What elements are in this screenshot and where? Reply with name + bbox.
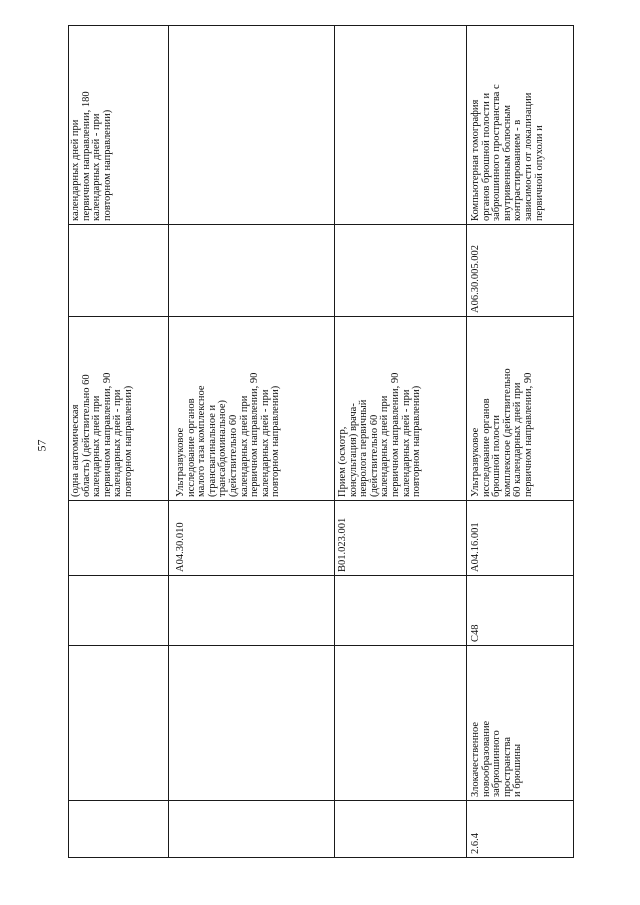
service-description: Компьютерная томография органов брюшной полости и забрюшинного пространства с внутривенным болюсным контрастированием - в зависимости от локализации первичной опухоли и bbox=[470, 84, 545, 221]
service-description: Ультразвуковое исследование органов брюшной полости комплексное (действительно 60 календарных дней при первичном направлении, 90 bbox=[470, 368, 534, 497]
service-description: календарных дней при первичном направлении, 180 календарных дней - при повторном направлении) bbox=[70, 91, 113, 221]
row-number: 2.6.4 bbox=[470, 833, 481, 854]
icd-code: C48 bbox=[470, 624, 481, 642]
column-divider bbox=[68, 500, 573, 501]
column-divider bbox=[68, 224, 573, 225]
table-border-bottom bbox=[68, 857, 573, 858]
service-description: Прием (осмотр, консультация) врача- невролога первичный (действительно 60 календарных дней при первичном направлении, 90 календарных дней - при повторном направлении) bbox=[337, 372, 423, 497]
service-code: A04.16.001 bbox=[470, 522, 481, 572]
service-code: A06.30.005.002 bbox=[470, 245, 481, 313]
column-divider bbox=[68, 645, 573, 646]
row-divider bbox=[466, 25, 467, 858]
service-description: (одна анатомическая область) (действительно 60 календарных дней при первичном направлении, 90 календарных дней - при повторном направлении) bbox=[70, 372, 134, 497]
column-divider bbox=[68, 575, 573, 576]
service-description: Ультразвуковое исследование органов малого таза комплексное (трансвагинальное и трансабдоминальное) (действительно 60 календарных дней при первичном направлении, 90 календарных дней - при повторном направлении) bbox=[175, 372, 282, 497]
row-divider bbox=[168, 25, 169, 858]
row-divider bbox=[334, 25, 335, 858]
page-number: 57 bbox=[34, 439, 49, 452]
column-divider bbox=[68, 800, 573, 801]
service-code: B01.023.001 bbox=[337, 517, 348, 572]
table-border-left bbox=[68, 25, 69, 858]
diagnosis-name: Злокачественное новообразование забрюшинного пространства и брюшины bbox=[470, 720, 524, 797]
table-border-right bbox=[573, 25, 574, 858]
service-code: A04.30.010 bbox=[175, 522, 186, 572]
